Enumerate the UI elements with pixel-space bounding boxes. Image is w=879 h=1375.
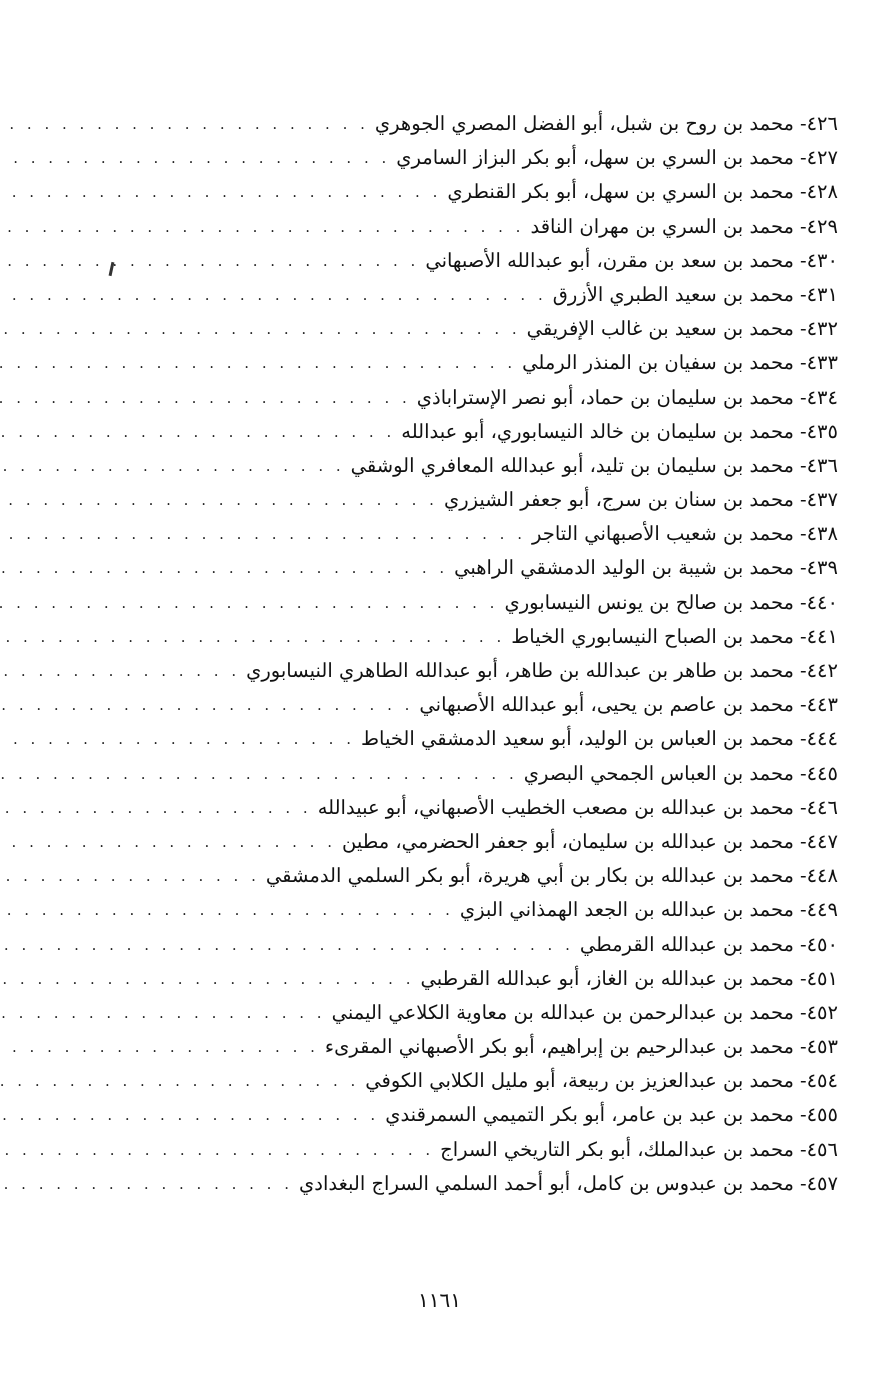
toc-entry xyxy=(122,312,838,346)
dot-leader xyxy=(0,141,390,175)
entry-dash: - xyxy=(799,795,807,819)
entry-name: محمد بن سفيان بن المنذر الرملي xyxy=(522,351,794,375)
entry-dash: - xyxy=(799,693,807,717)
entry-number: ٤٣٣ xyxy=(806,351,838,375)
entry-name: محمد بن سنان بن سرج، أبو جعفر الشيزري xyxy=(443,488,794,512)
entry-name: محمد بن عبدالله بن بكار بن أبي هريرة، أبو بكر السلمي الدمشقي xyxy=(265,864,794,888)
entry-number: ٤٣٩ xyxy=(806,556,838,580)
entry-dash: - xyxy=(799,351,807,375)
dot-leader xyxy=(0,210,524,244)
toc-entry xyxy=(122,517,838,551)
entry-name: محمد بن السري بن مهران الناقد xyxy=(530,214,794,238)
dot-leader xyxy=(0,483,438,517)
entry-number: ٤٣٢ xyxy=(806,317,838,341)
toc-entry xyxy=(122,141,838,175)
toc-entry xyxy=(122,825,838,859)
entry-number: ٤٣٥ xyxy=(806,419,838,443)
entry-dash: - xyxy=(799,146,807,170)
entry-number: ٤٣٦ xyxy=(806,453,838,477)
dot-leader xyxy=(0,757,518,791)
entry-dash: - xyxy=(799,932,807,956)
toc-entry xyxy=(122,1133,838,1167)
entry-number: ٤٤٣ xyxy=(806,693,838,717)
dot-leader xyxy=(0,346,516,380)
entry-number: ٤٢٩ xyxy=(806,214,838,238)
toc-entry xyxy=(122,791,838,825)
entry-number: ٤٤٦ xyxy=(806,795,838,819)
toc-entry xyxy=(122,859,838,893)
entry-number: ٤٤١ xyxy=(806,624,838,648)
dot-leader xyxy=(0,586,498,620)
toc-entry xyxy=(122,381,838,415)
entry-number: ٤٢٨ xyxy=(806,180,838,204)
toc-entry xyxy=(122,688,838,722)
entry-dash: - xyxy=(799,1069,807,1093)
entry-number: ٤٥٠ xyxy=(806,932,838,956)
dot-leader xyxy=(0,928,574,962)
entry-number: ٤٥٦ xyxy=(806,1137,838,1161)
entry-name: محمد بن عبدالرحيم بن إبراهيم، أبو بكر الأصبهاني المقرىء xyxy=(324,1035,794,1059)
entry-name: محمد بن سعيد الطبري الأزرق xyxy=(552,282,794,306)
entry-name: محمد بن عبدالملك، أبو بكر التاريخي السراج xyxy=(440,1137,794,1161)
entry-dash: - xyxy=(799,522,807,546)
entry-dash: - xyxy=(799,966,807,990)
dot-leader xyxy=(0,175,441,209)
entry-number: ٤٢٧ xyxy=(806,146,838,170)
entry-name: محمد بن الصباح النيسابوري الخياط xyxy=(511,624,794,648)
toc-entry xyxy=(122,893,838,927)
entry-number: ٤٣٠ xyxy=(806,248,838,272)
toc-entry xyxy=(122,210,838,244)
entry-name: محمد بن عبدالعزيز بن ربيعة، أبو مليل الكلابي الكوفي xyxy=(365,1069,794,1093)
entry-name: محمد بن عبدالله القرمطي xyxy=(579,932,794,956)
dot-leader xyxy=(0,449,345,483)
dot-leader xyxy=(0,1133,434,1167)
dot-leader xyxy=(0,107,369,141)
toc-entry xyxy=(122,586,838,620)
entry-dash: - xyxy=(799,180,807,204)
dot-leader xyxy=(0,415,395,449)
dot-leader xyxy=(0,312,521,346)
entry-name: محمد بن سليمان بن تليد، أبو عبدالله المعافري الوشقي xyxy=(350,453,794,477)
entry-dash: - xyxy=(799,453,807,477)
entry-number: ٤٣٤ xyxy=(806,385,838,409)
toc-entry xyxy=(122,757,838,791)
entry-name: محمد بن عبد بن عامر، أبو بكر التميمي السمرقندي xyxy=(385,1103,794,1127)
entry-name: محمد بن سليمان بن خالد النيسابوري، أبو عبدالله xyxy=(401,419,794,443)
entry-name: محمد بن سعيد بن غالب الإفريقي xyxy=(526,317,794,341)
dot-leader xyxy=(0,825,336,859)
entry-number: ٤٥٥ xyxy=(806,1103,838,1127)
entry-name: محمد بن عبدالله بن الغاز، أبو عبدالله القرطبي xyxy=(420,966,794,990)
dot-leader xyxy=(0,893,454,927)
entry-name: محمد بن العباس الجمحي البصري xyxy=(523,761,794,785)
dot-leader xyxy=(0,1030,319,1064)
entry-dash: - xyxy=(799,624,807,648)
entry-dash: - xyxy=(799,1137,807,1161)
entry-dash: - xyxy=(799,112,807,135)
entry-number: ٤٣١ xyxy=(806,282,838,306)
dot-leader xyxy=(0,1098,379,1132)
entry-number: ٤٤٥ xyxy=(806,761,838,785)
entry-name: محمد بن العباس بن الوليد، أبو سعيد الدمشقي الخياط xyxy=(360,727,794,751)
entry-name: محمد بن عبدالله بن سليمان، أبو جعفر الحضرمي، مطين xyxy=(341,829,794,853)
entry-dash: - xyxy=(799,761,807,785)
entry-dash: - xyxy=(799,385,807,409)
entry-dash: - xyxy=(799,556,807,580)
toc-entry xyxy=(122,1064,838,1098)
entry-dash: - xyxy=(799,282,807,306)
entry-dash: - xyxy=(799,1103,807,1127)
entry-dash: - xyxy=(799,1171,807,1195)
entry-dash: - xyxy=(799,317,807,341)
entry-dash: - xyxy=(799,829,807,853)
dot-leader xyxy=(0,654,240,688)
toc-entry xyxy=(122,928,838,962)
entry-number: ٤٤٩ xyxy=(806,898,838,922)
toc-entry xyxy=(122,654,838,688)
toc-entry xyxy=(122,962,838,996)
entry-name: محمد بن شيبة بن الوليد الدمشقي الراهبي xyxy=(454,556,794,580)
dot-leader xyxy=(0,1064,359,1098)
entry-dash: - xyxy=(799,864,807,888)
entry-number: ٤٥٣ xyxy=(806,1035,838,1059)
entry-number: ٤٥٤ xyxy=(806,1069,838,1093)
entry-name: محمد بن عبدالرحمن بن عبدالله بن معاوية الكلاعي اليمني xyxy=(331,1000,794,1024)
entry-dash: - xyxy=(799,214,807,238)
entry-number: ٤٤٨ xyxy=(806,864,838,888)
entry-name: محمد بن عاصم بن يحيى، أبو عبدالله الأصبهاني xyxy=(419,693,794,717)
dot-leader xyxy=(0,688,413,722)
entry-name: محمد بن السري بن سهل، أبو بكر البزاز السامري xyxy=(396,146,794,170)
entry-name: محمد بن سعد بن مقرن، أبو عبدالله الأصبهاني xyxy=(425,248,794,272)
dot-leader xyxy=(0,381,411,415)
toc-entry xyxy=(122,415,838,449)
dot-leader xyxy=(0,278,547,312)
toc-entry xyxy=(122,346,838,380)
dot-leader xyxy=(0,517,526,551)
entry-number: ٤٣٨ xyxy=(806,522,838,546)
entry-dash: - xyxy=(799,898,807,922)
entry-number: ٤٤٠ xyxy=(806,590,838,614)
dot-leader xyxy=(0,859,260,893)
toc-entry xyxy=(122,107,838,141)
entry-dash: - xyxy=(799,659,807,682)
entry-dash: - xyxy=(799,727,807,751)
toc-entry xyxy=(122,722,838,756)
entry-name: محمد بن عبدوس بن كامل، أبو أحمد السلمي السراج البغدادي xyxy=(299,1171,794,1195)
toc-entry xyxy=(122,996,838,1030)
entry-name: محمد بن عبدالله بن الجعد الهمذاني البزي xyxy=(459,898,794,922)
entry-name: محمد بن طاهر بن عبدالله بن طاهر، أبو عبدالله الطاهري النيسابوري xyxy=(246,659,794,682)
dot-leader xyxy=(0,620,505,654)
dot-leader xyxy=(0,962,414,996)
toc-entry xyxy=(122,1098,838,1132)
toc-entry xyxy=(122,1167,838,1201)
entry-number: ٤٤٧ xyxy=(806,829,838,853)
entry-number: ٤٤٢ xyxy=(806,659,838,682)
toc-entry xyxy=(122,244,838,278)
entry-dash: - xyxy=(799,1000,807,1024)
toc-entry xyxy=(122,620,838,654)
toc-entry xyxy=(122,551,838,585)
dot-leader xyxy=(0,791,312,825)
table-of-contents xyxy=(122,107,838,1201)
dot-leader xyxy=(0,551,448,585)
entry-name: محمد بن روح بن شبل، أبو الفضل المصري الجوهري xyxy=(374,112,794,135)
entry-number: ٤٢٦ xyxy=(806,112,838,135)
entry-number: ٤٥١ xyxy=(806,966,838,990)
entry-dash: - xyxy=(799,590,807,614)
entry-name: محمد بن سليمان بن حماد، أبو نصر الإسترابا‌ذي xyxy=(416,385,794,409)
entry-name: محمد بن شعيب الأصبهاني التاجر xyxy=(532,522,794,546)
dot-leader xyxy=(0,996,326,1030)
entry-name: محمد بن صالح بن يونس النيسابوري xyxy=(504,590,794,614)
entry-name: محمد بن عبدالله بن مصعب الخطيب الأصبهاني، أبو عبيدالله xyxy=(317,795,794,819)
entry-number: ٤٤٤ xyxy=(806,727,838,751)
entry-dash: - xyxy=(799,419,807,443)
toc-entry xyxy=(122,483,838,517)
entry-name: محمد بن السري بن سهل، أبو بكر القنطري xyxy=(447,180,794,204)
entry-number: ٤٥٢ xyxy=(806,1000,838,1024)
entry-number: ٤٣٧ xyxy=(806,488,838,512)
entry-dash: - xyxy=(799,248,807,272)
toc-entry xyxy=(122,1030,838,1064)
dot-leader xyxy=(0,722,355,756)
page-number: ١١٦١ xyxy=(418,1288,461,1312)
toc-entry xyxy=(122,449,838,483)
entry-dash: - xyxy=(799,488,807,512)
toc-entry xyxy=(122,175,838,209)
entry-number: ٤٥٧ xyxy=(806,1171,838,1195)
entry-dash: - xyxy=(799,1035,807,1059)
dot-leader xyxy=(0,244,419,278)
toc-entry xyxy=(122,278,838,312)
dot-leader xyxy=(0,1167,293,1201)
